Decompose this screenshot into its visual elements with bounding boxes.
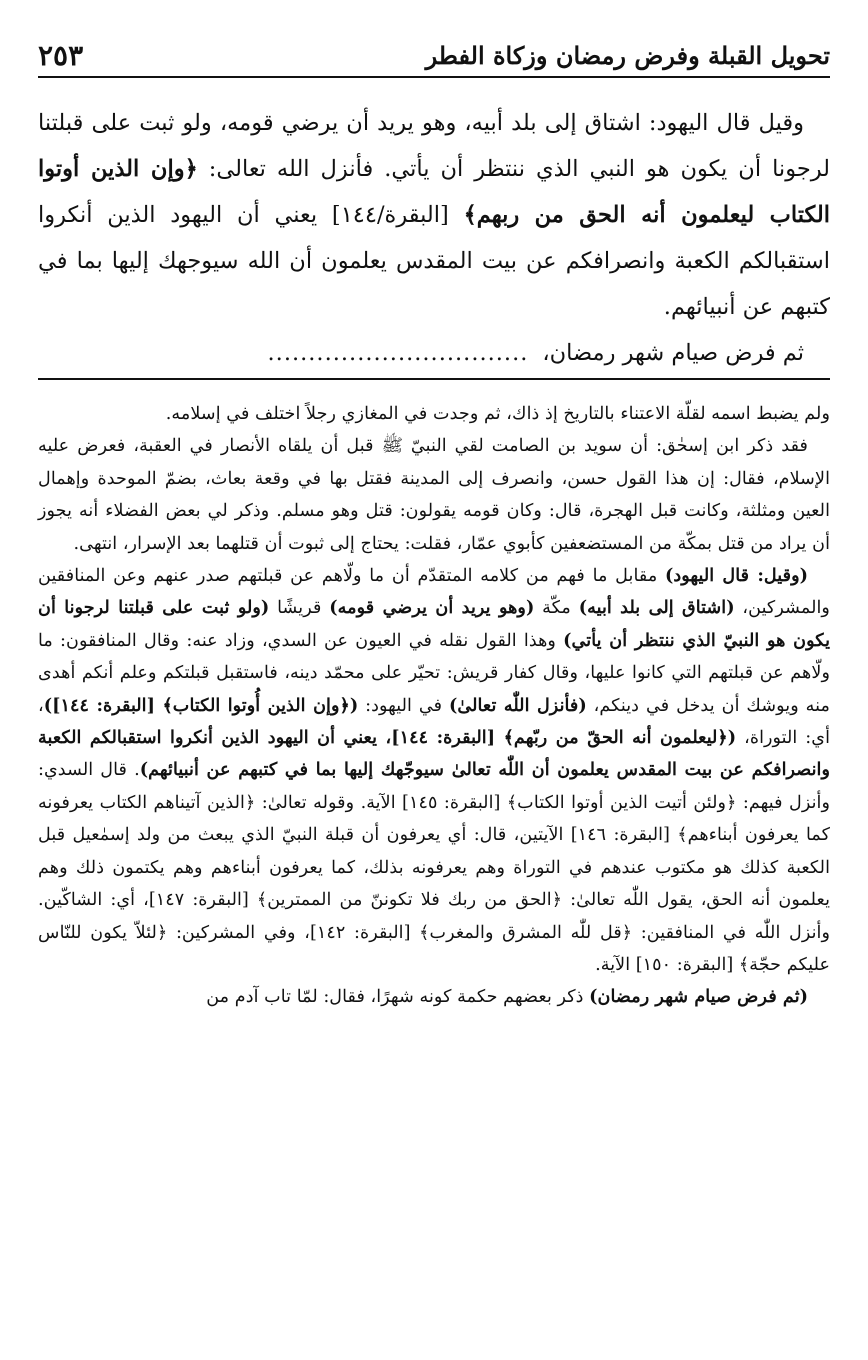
commentary-bold: (﴿ليعلمون أنه الحقّ من ربّهم﴾ [البقرة: ١٤٤]، يعني أن اليهود الذين أنكروا استقبالكم الكعبة وانصرافكم عن بيت المقدس يعلمون أن اللّٰه تعالىٰ سيوجّهك إليها بما في كتبهم عن أنبيائهم) (38, 727, 830, 781)
commentary-bold: (اشتاق إلى بلد أبيه) (578, 597, 735, 619)
commentary-segment: ذكر بعضهم حكمة كونه شهرًا، فقال: لمّا تاب آدم من (206, 987, 590, 1008)
dotted-leader: ................................ (267, 340, 529, 366)
commentary-bold: (ثم فرض صيام شهر رمضان) (589, 986, 808, 1008)
section-divider (38, 378, 830, 380)
commentary-segment: مقابل ما فهم من كلامه المتقدّم أن ما ولّاهم عن قبلتهم صدر عنهم وعن المنافقين والمشركين، (38, 566, 830, 619)
commentary-segment: في اليهود: (358, 695, 450, 716)
commentary-segment: ، أي: التوراة، (38, 695, 830, 749)
commentary-text (38, 398, 830, 1014)
commentary-bold: (فأنزل اللّٰه تعالىٰ) (449, 694, 587, 716)
commentary-segment: وهذا القول نقله في العيون عن السدي، وزاد عنه: وقال المنافقون: ما ولّاهم عن قبلتهم التي كانوا عليها، وقال كفار قريش: تحيّر على محمّد دينه، فاستقبل قبلتكم وعلم أنكم أهدى منه ويوشك أن يدخل في دينكم، (38, 630, 830, 716)
main-paragraph-heading (38, 330, 830, 376)
quran-verse: ﴿وإن الذين أوتوا الكتاب ليعلمون أنه الحق من ربهم﴾ (38, 156, 831, 228)
commentary-paragraph: ولم يضبط اسمه لقلّة الاعتناء بالتاريخ إذ ذاك، ثم وجدت في المغازي رجلاً اختلف في إسلامه. (165, 404, 830, 424)
running-title: تحويل القبلة وفرض رمضان وزكاة الفطر (425, 40, 830, 70)
main-text-segment: ثم فرض صيام شهر رمضان، (542, 340, 804, 366)
page-number: ٢٥٣ (38, 38, 84, 72)
commentary-bold: (﴿وإن الذين أُوتوا الكتاب﴾ [البقرة: ١٤٤]) (43, 694, 359, 716)
main-text-segment: وقيل قال اليهود: اشتاق إلى بلد أبيه، وهو يريد أن يرضي قومه، ولو ثبت على قبلتنا لرجونا أن يكون هو النبي الذي ننتظر أن يأتي. فأنزل الله تعالى: (38, 110, 830, 182)
commentary-segment: . قال السدي: وأنزل فيهم: ﴿ولئن أتيت الذين أوتوا الكتاب﴾ [البقرة: ١٤٥] الآية. وقوله تعالىٰ: ﴿الذين آتيناهم الكتاب يعرفونه كما يعرفون أبناءهم﴾ [البقرة: ١٤٦] الآيتين، قال: أي يعرفون أن قبلة النبيّ الذي يبعث من ولد إسمٰعيل قبل الكعبة كذلك هو مكتوب عندهم في التوراة وهم يعرفونه بذلك، كما يعرفون أبناءهم وهم يكتمون ذلك وهم يعلمون أنه الحق، يقول اللّٰه تعالىٰ: ﴿الحق من ربك فلا تكوننّ من الممترين﴾ [البقرة: ١٤٧]، أي: الشاكّين. وأنزل اللّٰه في المنافقين: ﴿قل للّٰه المشرق والمغرب﴾ [البقرة: ١٤٢]، وفي المشركين: ﴿لئلاّ يكون للنّاس عليكم حجّة﴾ [البقرة: ١٥٠] الآية. (38, 760, 831, 975)
commentary-paragraph: فقد ذكر ابن إسحٰق: أن سويد بن الصامت لقي النبيّ ﷺ قبل أن يلقاه الأنصار في العقبة، فعرض عليه الإسلام، فقال: إن هذا القول حسن، وانصرف إلى المدينة فقتل بها في وقعة بعاث، بضمّ الموحدة وإهمال العين ومثلثة، وكانت قبل الهجرة، قال: وكان قومه يقولون: قتل وهو مسلم. وذكر لي بعض الفضلاء أنه يجوز أن يراد من قتل بمكّة من المستضعفين كأبوي عمّار، فقلت: يحتاج إلى ثبوت أن قتلهما بعد الإسرار، انتهى. (38, 436, 830, 554)
commentary-bold: (وقيل: قال اليهود) (665, 565, 808, 587)
main-text (38, 100, 830, 376)
commentary-segment: قريشًا (269, 598, 330, 619)
main-text-segment: [البقرة/١٤٤] يعني أن اليهود الذين أنكروا استقبالكم الكعبة وانصرافكم عن بيت المقدس يعلمون أن الله سيوجهك إليها بما في كتبهم عن أنبيائهم. (38, 202, 830, 320)
main-paragraph (38, 100, 830, 330)
commentary-bold: (ولو ثبت على قبلتنا لرجونا أن يكون هو النبيّ الذي ننتظر أن يأتي) (38, 597, 830, 651)
commentary-paragraph (38, 560, 830, 981)
commentary-segment: مكّة (534, 598, 579, 619)
page-header (38, 34, 830, 78)
commentary-bold: (وهو يريد أن يرضي قومه) (329, 597, 535, 619)
commentary-paragraph (38, 981, 830, 1013)
